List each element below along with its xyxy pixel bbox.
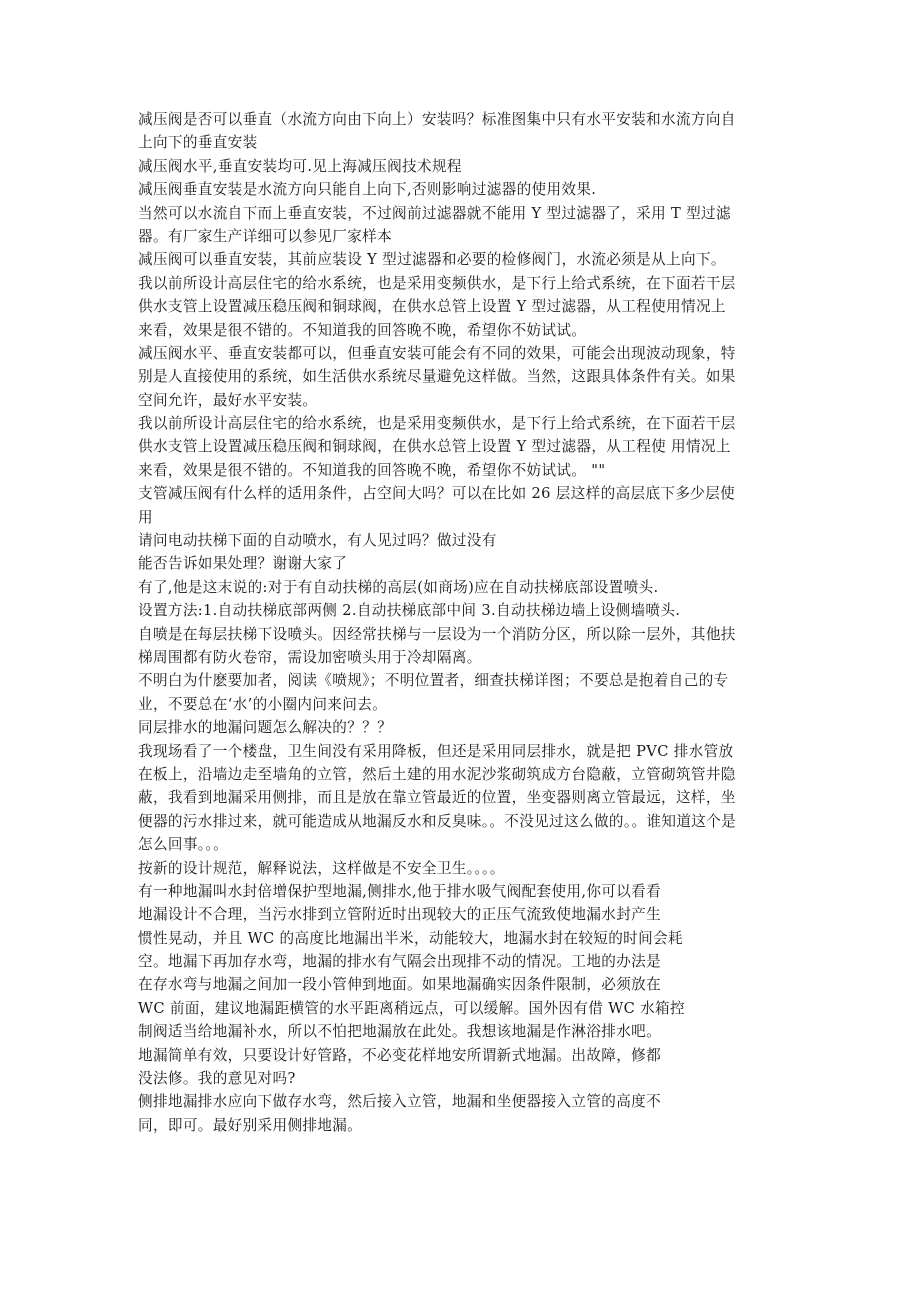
text-line: 能否告诉如果处理？谢谢大家了: [138, 555, 348, 573]
text-line: 减压阀水平,垂直安装均可.见上海减压阀技术规程: [138, 157, 462, 175]
text-line: 设置方法:1.自动扶梯底部两侧 2.自动扶梯底部中间 3.自动扶梯边墙上设侧墙喷头.: [138, 602, 681, 620]
text-line: 减压阀可以垂直安装，其前应装设 Y 型过滤器和必要的检修阀门，水流必须是从上向下。: [138, 251, 726, 269]
text-line: 梯周围都有防火卷帘，需设加密喷头用于冷却隔离。: [138, 648, 482, 666]
text-line: 供水支管上设置减压稳压阀和铜球阀，在供水总管上设置 Y 型过滤器，从工程使用情况上: [138, 298, 726, 316]
text-line: 怎么回事。。。: [138, 836, 229, 854]
text-line: 减压阀垂直安装是水流方向只能自上向下,否则影响过滤器的使用效果.: [138, 181, 597, 199]
document-body: [138, 108, 788, 1137]
text-line: 自喷是在每层扶梯下设喷头。因经常扶梯与一层设为一个消防分区，所以除一层外，其他扶: [138, 625, 736, 643]
text-line: 减压阀是否可以垂直（水流方向由下向上）安装吗？标准图集中只有水平安装和水流方向自: [138, 111, 736, 128]
text-line: 有一种地漏叫水封倍增保护型地漏,侧排水,他于排水吸气阀配套使用,你可以看看: [138, 882, 662, 900]
text-line: 用: [138, 508, 153, 526]
text-line: 供水支管上设置减压稳压阀和铜球阀，在供水总管上设置 Y 型过滤器，从工程使 用情况上: [138, 438, 731, 456]
text-line: 便器的污水排过来，就可能造成从地漏反水和反臭味。。不没见过这么做的。。谁知道这个是: [138, 812, 737, 830]
text-line: 侧排地漏排水应向下做存水弯，然后接入立管，地漏和坐便器接入立管的高度不: [138, 1093, 662, 1111]
text-line: 我现场看了一个楼盘，卫生间没有采用降板，但还是采用同层排水，就是把 PVC 排水管放: [138, 742, 734, 760]
text-line: 来看，效果是很不错的。不知道我的回答晚不晚，希望你不妨试试。 "": [138, 461, 606, 479]
text-line: 来看，效果是很不错的。不知道我的回答晚不晚，希望你不妨试试。: [138, 321, 587, 339]
text-line: 减压阀水平、垂直安装都可以，但垂直安装可能会有不同的效果，可能会出现波动现象，特: [138, 344, 736, 362]
text-line: 器。有厂家生产详细可以参见厂家样本: [138, 227, 393, 245]
text-line: 地漏简单有效，只要设计好管路，不必变花样地安所谓新式地漏。出故障，修都: [138, 1046, 662, 1064]
text-line: 业，不要总在‘水’的小圈内问来问去。: [138, 695, 388, 713]
text-line: 别是人直接使用的系统，如生活供水系统尽量避免这样做。当然，这跟具体条件有关。如果: [138, 368, 736, 386]
text-line: 惯性晃动，并且 WC 的高度比地漏出半米，动能较大，地漏水封在较短的时间会耗: [138, 929, 683, 947]
text-line: 不明白为什麽要加者，阅读《喷规》；不明位置者，细查扶梯详图；不要总是抱着自己的专: [138, 672, 729, 690]
text-line: 蔽，我看到地漏采用侧排，而且是放在靠立管最近的位置，坐变器则离立管最远，这样，坐: [138, 789, 736, 807]
text-line: 按新的设计规范，解释说法，这样做是不安全卫生。。。。: [138, 859, 505, 877]
text-line: 我以前所设计高层住宅的给水系统，也是采用变频供水，是下行上给式系统，在下面若干层: [138, 415, 736, 433]
text-line: 制阀适当给地漏补水，所以不怕把地漏放在此处。我想该地漏是作淋浴排水吧。: [138, 1023, 662, 1041]
text-line: 空间允许，最好水平安装。: [138, 391, 318, 409]
text-line: 地漏设计不合理，当污水排到立管附近时出现较大的正压气流致使地漏水封产生: [138, 906, 662, 924]
text-line: 请问电动扶梯下面的自动喷水，有人见过吗？做过没有: [138, 532, 497, 550]
text-line: 当然可以水流自下而上垂直安装，不过阀前过滤器就不能用 Y 型过滤器了，采用 T 型过滤: [138, 204, 731, 222]
text-line: WC 前面，建议地漏距横管的水平距离稍远点，可以缓解。国外因有借 WC 水箱控: [138, 999, 685, 1017]
text-line: 同层排水的地漏问题怎么解决的？？？: [138, 719, 393, 737]
text-line: 空。地漏下再加存水弯，地漏的排水有气隔会出现排不动的情况。工地的办法是: [138, 953, 662, 971]
text-line: 在板上，沿墙边走至墙角的立管，然后土建的用水泥沙浆砌筑成方台隐蔽，立管砌筑管井隐: [138, 765, 736, 783]
text-line: 同，即可。最好别采用侧排地漏。: [138, 1116, 363, 1134]
text-line: 支管减压阀有什么样的适用条件，占空间大吗？可以在比如 26 层这样的高层底下多少层使: [138, 485, 736, 503]
text-line: 在存水弯与地漏之间加一段小管伸到地面。如果地漏确实因条件限制，必须放在: [138, 976, 662, 994]
text-line: 上向下的垂直安装: [138, 134, 258, 152]
text-line: 没法修。我的意见对吗?: [138, 1070, 296, 1088]
text-line: 有了,他是这末说的:对于有自动扶梯的高层(如商场)应在自动扶梯底部设置喷头.: [138, 578, 659, 596]
text-line: 我以前所设计高层住宅的给水系统，也是采用变频供水，是下行上给式系统，在下面若干层: [138, 274, 736, 292]
